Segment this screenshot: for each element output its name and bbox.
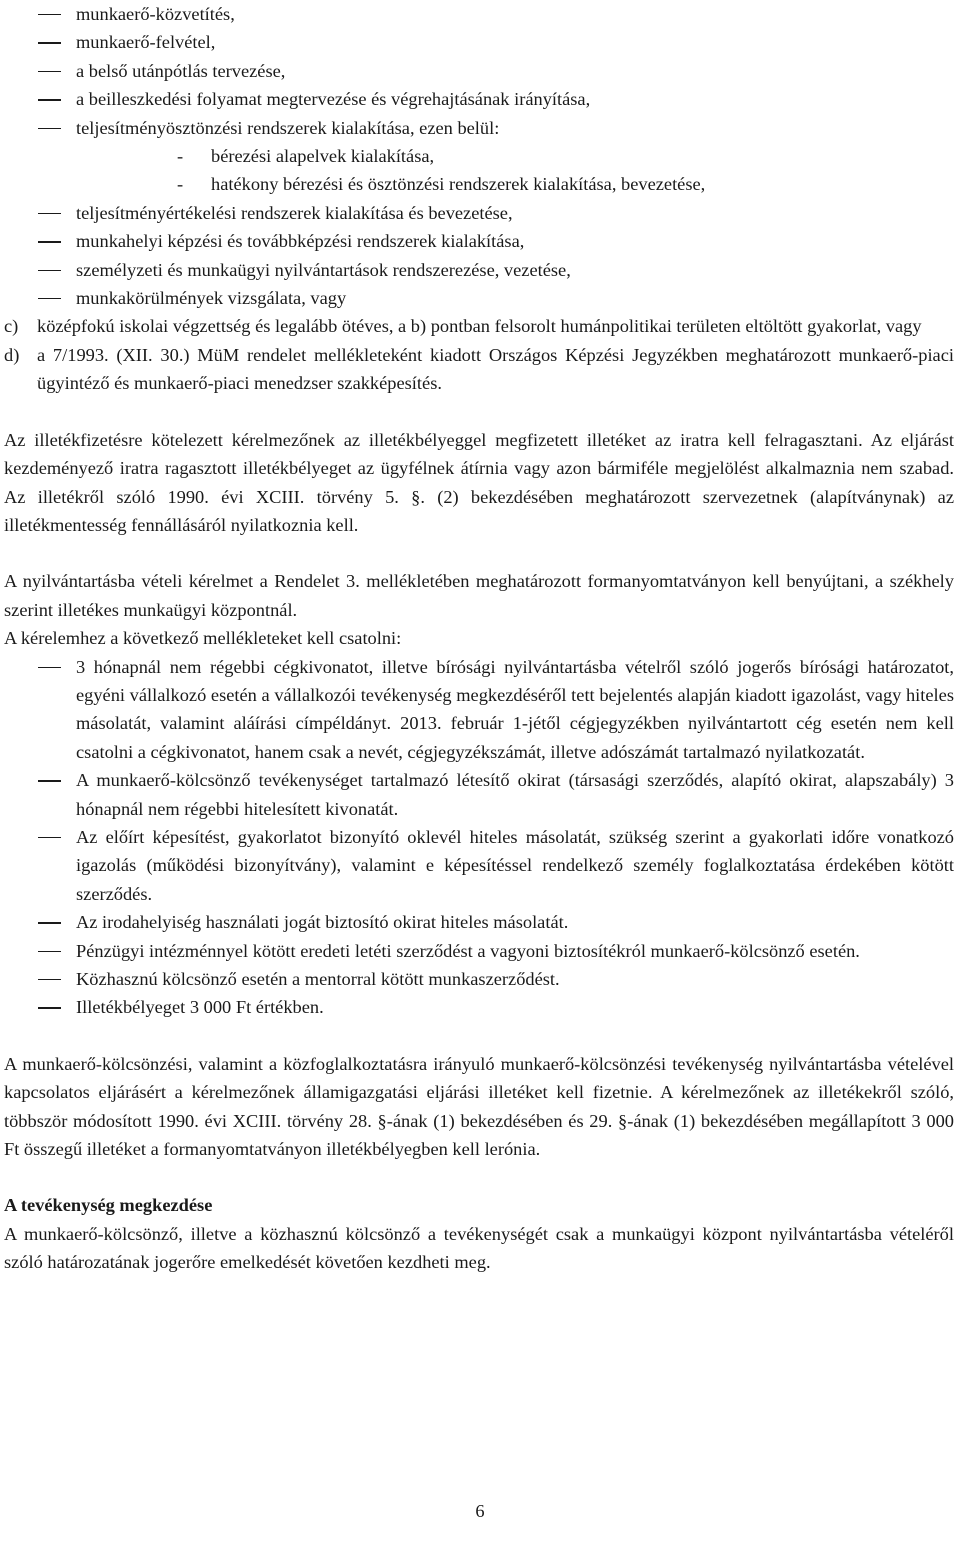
attachment-item: Közhasznú kölcsönző esetén a mentorral kötött munkaszerződést.: [4, 965, 954, 993]
attachment-item: Pénzügyi intézménnyel kötött eredeti letéti szerződést a vagyoni biztosítékról munkaerő-kölcsönző esetén.: [4, 937, 954, 965]
procedure-fee-paragraph: A munkaerő-kölcsönzési, valamint a közfoglalkoztatásra irányuló munkaerő-kölcsönzési tevékenység nyilvántartásba vételével kapcsolatos eljárásért a kérelmezőnek államigazgatási eljárási illetéket kell fizetnie. A kérelmezőnek az illetékekről szóló, többször módosított 1990. évi XCIII. törvény 28. §-ának (1) bekezdésében és 29. §-ának (1) bekezdésében megállapított 3 000 Ft összegű illetéket a formanyomtatványon illetékbélyegben kell lerónia.: [4, 1053, 954, 1160]
fee-paragraph: Az illetékfizetésre kötelezett kérelmezőnek az illetékbélyeggel megfizetett illetéket az iratra kell felragasztani. Az eljárást kezdeményező iratra ragasztott illetékbélyeget az ügyfélnek átírnia vagy azon bármiféle megjelölést alkalmaznia nem szabad. Az illetékről szóló 1990. évi XCIII. törvény 5. §. (2) bekezdésében meghatározott szervezetnek (alapítványnak) az illetékmentesség fennállásáról nyilatkoznia kell.: [4, 429, 954, 535]
attachments-list: [4, 653, 954, 1022]
lettered-item-d: [4, 341, 954, 398]
request-paragraph: A nyilvántartásba vételi kérelmet a Rendelet 3. mellékletében meghatározott formanyomtatványon kell benyújtani, a székhely szerint illetékes munkaügyi központnál.: [4, 571, 954, 620]
start-activity-paragraph: A munkaerő-kölcsönző, illetve a közhasznú kölcsönző a tevékenységét csak a munkaügyi központ nyilvántartásba vételéről szóló határozatának jogerőre emelkedését követően kezdheti meg.: [4, 1223, 954, 1273]
list-item: a belső utánpótlás tervezése,: [4, 57, 954, 85]
item-label: d): [4, 344, 20, 365]
list-item: teljesítményösztönzési rendszerek kialakítása, ezen belül:: [4, 114, 954, 142]
item-text: középfokú iskolai végzettség és legalább ötéves, a b) pontban felsorolt humánpolitikai területen eltöltött gyakorlat, vagy: [37, 316, 922, 337]
attachment-item: A munkaerő-kölcsönző tevékenységet tartalmazó létesítő okirat (társasági szerződés, alapító okirat, alapszabály) 3 hónapnál nem régebbi hitelesített kivonatát.: [4, 766, 954, 823]
item-label: c): [4, 316, 19, 337]
lettered-item-c: [4, 312, 954, 340]
sub-list-marker: -: [177, 174, 184, 195]
sub-list-marker: -: [177, 146, 184, 167]
attachments-intro: A kérelemhez a következő mellékleteket kell csatolni:: [4, 628, 402, 649]
list-item: munkaerő-felvétel,: [4, 28, 954, 56]
list-item: munkaerő-közvetítés,: [4, 0, 954, 28]
list-item: személyzeti és munkaügyi nyilvántartások rendszerezése, vezetése,: [4, 256, 954, 284]
sub-list-item: [4, 142, 954, 170]
sub-list-item: [4, 170, 954, 198]
list-item: teljesítményértékelési rendszerek kialakítása és bevezetése,: [4, 199, 954, 227]
qualification-list: [4, 0, 954, 312]
attachment-item: 3 hónapnál nem régebbi cégkivonatot, illetve bírósági nyilvántartásba vételről szóló jogerős bírósági határozatot, egyéni vállalkozó esetén a vállalkozói tevékenység megkezdéséről tett bejelentés alapján kiadott igazolást, vagy hiteles másolatát, valamint aláírási címpéldányt. 2013. február 1-jétől cégjegyzékben nyilvántartott cég esetén nem kell csatolni a cégkivonatot, hanem csak a nevét, cégjegyzékszámát, illetve adószámát tartalmazó nyilatkozatát.: [4, 653, 954, 767]
sub-list-text: bérezési alapelvek kialakítása,: [211, 146, 435, 167]
item-text: a 7/1993. (XII. 30.) MüM rendelet mellékleteként kiadott Országos Képzési Jegyzékben meghatározott munkaerő-piaci ügyintéző és munkaerő-piaci menedzser szakképesítés.: [37, 344, 954, 394]
attachment-item: Illetékbélyeget 3 000 Ft értékben.: [4, 993, 954, 1021]
attachment-item: Az előírt képesítést, gyakorlatot bizonyító oklevél hiteles másolatát, szükség szerint a gyakorlati időre vonatkozó igazolás (működési bizonyítvány), valamint e képesítéssel rendelkező személy foglalkoztatása érdekében kötött szerződés.: [4, 823, 954, 908]
attachment-item: Az irodahelyiség használati jogát biztosító okirat hiteles másolatát.: [4, 908, 954, 936]
sub-list-text: hatékony bérezési és ösztönzési rendszerek kialakítása, bevezetése,: [211, 174, 706, 195]
page-number: 6: [475, 1501, 485, 1521]
list-item: a beilleszkedési folyamat megtervezése és végrehajtásának irányítása,: [4, 85, 954, 113]
list-item: munkakörülmények vizsgálata, vagy: [4, 284, 954, 312]
list-item: munkahelyi képzési és továbbképzési rendszerek kialakítása,: [4, 227, 954, 255]
section-heading: A tevékenység megkezdése: [4, 1195, 213, 1216]
